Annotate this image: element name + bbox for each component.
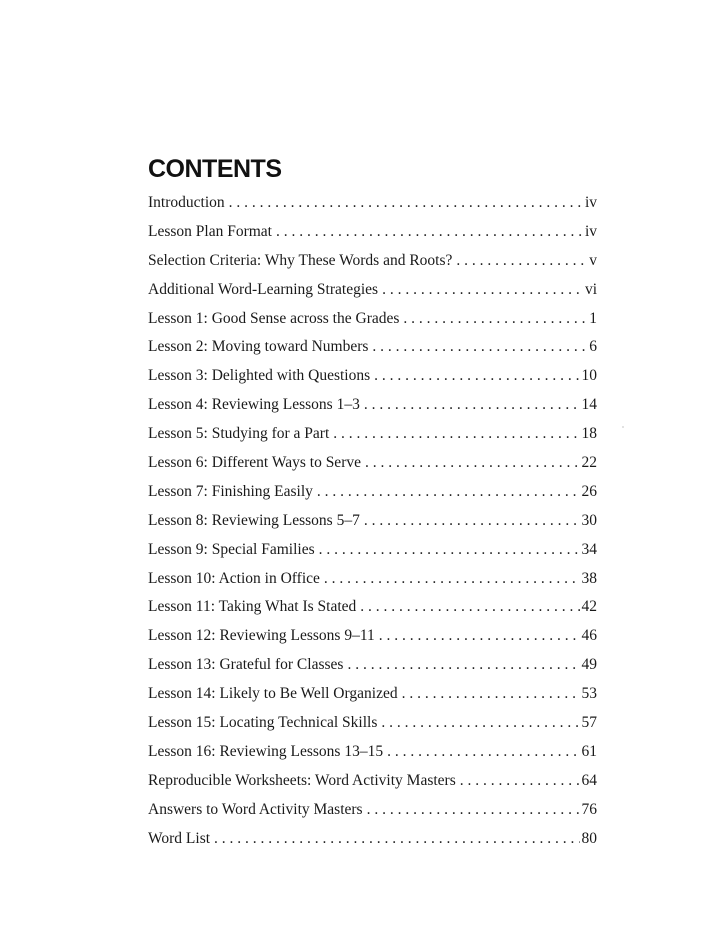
toc-entry-page: 64 bbox=[581, 771, 597, 789]
toc-entry-title: Lesson 1: Good Sense across the Grades bbox=[148, 309, 400, 327]
toc-entry bbox=[148, 800, 597, 829]
paper-speck bbox=[622, 426, 624, 428]
dot-leader bbox=[360, 597, 579, 617]
toc-entry bbox=[148, 337, 597, 366]
toc-entry bbox=[148, 424, 597, 453]
toc-entry-title: Introduction bbox=[148, 194, 225, 211]
toc-entry bbox=[148, 511, 597, 540]
toc-entry-title: Lesson 11: Taking What Is Stated bbox=[148, 598, 357, 616]
dot-leader bbox=[402, 684, 580, 704]
toc-entry-page: 14 bbox=[581, 396, 597, 414]
toc-entry-title: Lesson 3: Delighted with Questions bbox=[148, 367, 371, 385]
toc-entry-title: Lesson 10: Action in Office bbox=[148, 569, 320, 587]
dot-leader bbox=[374, 366, 579, 386]
toc-entry-page: 26 bbox=[581, 482, 597, 500]
toc-entry bbox=[148, 482, 597, 511]
toc-entry-page: 61 bbox=[581, 742, 597, 760]
toc-entry bbox=[148, 193, 597, 222]
dot-leader bbox=[324, 569, 580, 589]
toc-entry-title: Selection Criteria: Why These Words and Roots? bbox=[148, 251, 453, 269]
dot-leader bbox=[381, 713, 579, 733]
toc-entry-title: Lesson Plan Format bbox=[148, 222, 272, 240]
toc-entry bbox=[148, 655, 597, 684]
toc-entry-page: iv bbox=[584, 194, 597, 211]
toc-entry-title: Lesson 4: Reviewing Lessons 1–3 bbox=[148, 396, 360, 414]
toc-entry-page: 1 bbox=[589, 309, 597, 327]
toc-entry-title: Lesson 7: Finishing Easily bbox=[148, 482, 313, 500]
toc-entry-page: 6 bbox=[589, 338, 597, 356]
toc-entry-page: 57 bbox=[581, 714, 597, 732]
toc-entry-title: Lesson 15: Locating Technical Skills bbox=[148, 714, 378, 732]
toc-entry bbox=[148, 540, 597, 569]
toc-entry-title: Word List bbox=[148, 829, 211, 847]
toc-entry bbox=[148, 597, 597, 626]
dot-leader bbox=[460, 771, 580, 791]
toc-entry-page: vi bbox=[584, 280, 597, 298]
toc-entry-title: Lesson 5: Studying for a Part bbox=[148, 425, 330, 443]
toc-entry-title: Answers to Word Activity Masters bbox=[148, 800, 363, 818]
toc-entry bbox=[148, 684, 597, 713]
toc-entry-title: Lesson 6: Different Ways to Serve bbox=[148, 454, 361, 472]
dot-leader bbox=[367, 800, 580, 820]
dot-leader bbox=[372, 337, 587, 357]
toc-entry-page: 34 bbox=[581, 540, 597, 558]
toc-entry-page: 46 bbox=[581, 627, 597, 645]
toc-entry-page: 76 bbox=[581, 800, 597, 818]
dot-leader bbox=[365, 453, 580, 473]
toc-entry bbox=[148, 626, 597, 655]
dot-leader bbox=[214, 829, 579, 849]
dot-leader bbox=[319, 540, 580, 560]
toc-entry bbox=[148, 366, 597, 395]
dot-leader bbox=[364, 511, 580, 531]
toc-entry-title: Lesson 16: Reviewing Lessons 13–15 bbox=[148, 742, 384, 760]
toc-entry-title: Lesson 12: Reviewing Lessons 9–11 bbox=[148, 627, 375, 645]
dot-leader bbox=[364, 395, 580, 415]
dot-leader bbox=[379, 626, 580, 646]
toc-entry-page: 49 bbox=[581, 656, 597, 674]
dot-leader bbox=[347, 655, 579, 675]
toc-entry-page: 80 bbox=[581, 829, 597, 847]
toc-entry-page: 10 bbox=[581, 367, 597, 385]
toc-entry bbox=[148, 395, 597, 424]
toc-entry-page: 38 bbox=[581, 569, 597, 587]
toc-entry-page: iv bbox=[584, 222, 597, 240]
toc-entry bbox=[148, 251, 597, 280]
toc-entry bbox=[148, 771, 597, 800]
toc-entry-title: Lesson 2: Moving toward Numbers bbox=[148, 338, 369, 356]
toc-entry bbox=[148, 453, 597, 482]
dot-leader bbox=[456, 251, 587, 271]
dot-leader bbox=[229, 193, 583, 213]
toc-entry bbox=[148, 280, 597, 309]
toc-entry-page: 42 bbox=[581, 598, 597, 616]
table-of-contents bbox=[148, 193, 597, 857]
dot-leader bbox=[317, 482, 580, 502]
toc-entry-title: Lesson 14: Likely to Be Well Organized bbox=[148, 685, 398, 703]
toc-entry-page: 30 bbox=[581, 511, 597, 529]
toc-entry-title: Lesson 9: Special Families bbox=[148, 540, 315, 558]
dot-leader bbox=[387, 742, 579, 762]
toc-entry-page: v bbox=[589, 251, 597, 269]
toc-entry bbox=[148, 222, 597, 251]
toc-entry-page: 53 bbox=[581, 685, 597, 703]
contents-heading: CONTENTS bbox=[148, 155, 282, 183]
toc-entry bbox=[148, 569, 597, 598]
dot-leader bbox=[333, 424, 579, 444]
toc-entry-title: Additional Word-Learning Strategies bbox=[148, 280, 379, 298]
toc-entry bbox=[148, 742, 597, 771]
toc-entry-page: 22 bbox=[581, 454, 597, 472]
toc-entry-title: Lesson 8: Reviewing Lessons 5–7 bbox=[148, 511, 360, 529]
dot-leader bbox=[403, 309, 587, 329]
toc-entry-page: 18 bbox=[581, 425, 597, 443]
dot-leader bbox=[382, 280, 583, 300]
toc-entry bbox=[148, 829, 597, 858]
dot-leader bbox=[276, 222, 583, 242]
toc-entry bbox=[148, 309, 597, 338]
toc-entry-title: Lesson 13: Grateful for Classes bbox=[148, 656, 344, 674]
toc-entry-title: Reproducible Worksheets: Word Activity Masters bbox=[148, 771, 456, 789]
toc-entry bbox=[148, 713, 597, 742]
